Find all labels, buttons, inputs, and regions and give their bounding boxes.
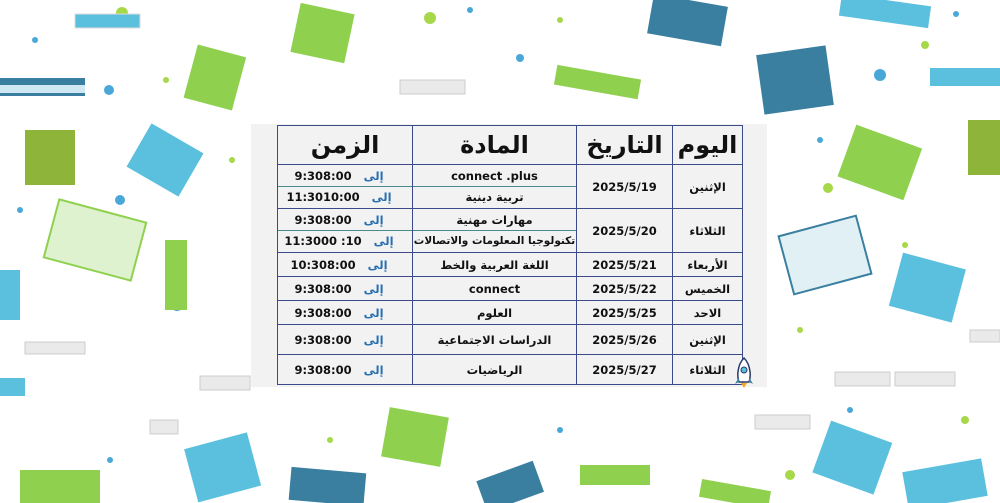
subject-cell xyxy=(413,209,577,253)
rocket-icon xyxy=(733,357,755,389)
time-range: 9:30 إلى8:00 xyxy=(294,305,384,320)
subject-name: تربية دينية xyxy=(413,186,576,207)
day-cell: الاحد xyxy=(673,301,743,325)
table-row xyxy=(278,355,743,385)
subject-cell xyxy=(413,165,577,209)
header-date: التاريخ xyxy=(577,126,673,165)
time-cell xyxy=(278,325,413,355)
subject-cell: الدراسات الاجتماعية xyxy=(413,325,577,355)
subject-cell: العلوم xyxy=(413,301,577,325)
table-row xyxy=(278,301,743,325)
date-cell: 2025/5/20 xyxy=(577,209,673,253)
day-cell: الإثنين xyxy=(673,165,743,209)
date-cell: 2025/5/26 xyxy=(577,325,673,355)
day-cell: الثلاثاء xyxy=(673,355,743,385)
time-cell xyxy=(278,209,413,253)
table-row xyxy=(278,165,743,209)
time-range: 11:30 إلى10:00 xyxy=(278,186,412,207)
table-row xyxy=(278,325,743,355)
day-cell: الثلاثاء xyxy=(673,209,743,253)
subject-cell: الرياضيات xyxy=(413,355,577,385)
time-cell xyxy=(278,253,413,277)
date-cell: 2025/5/21 xyxy=(577,253,673,277)
time-range: 9:30 إلى8:00 xyxy=(294,332,384,347)
date-cell: 2025/5/25 xyxy=(577,301,673,325)
subject-cell: اللغة العربية والخط xyxy=(413,253,577,277)
subject-name: مهارات مهنية xyxy=(456,213,533,227)
date-cell: 2025/5/27 xyxy=(577,355,673,385)
time-cell xyxy=(278,165,413,209)
time-cell xyxy=(278,355,413,385)
time-range: 9:30 إلى8:00 xyxy=(294,362,384,377)
header-day: اليوم xyxy=(673,126,743,165)
header-row xyxy=(278,126,743,165)
table-row xyxy=(278,209,743,253)
time-cell xyxy=(278,301,413,325)
date-cell: 2025/5/22 xyxy=(577,277,673,301)
header-time: الزمن xyxy=(278,126,413,165)
header-subject: المادة xyxy=(413,126,577,165)
day-cell: الأربعاء xyxy=(673,253,743,277)
time-range: 9:30 إلى8:00 xyxy=(294,281,384,296)
subject-name: connect .plus xyxy=(451,169,538,183)
time-range: 11:30 إلى10: 00 xyxy=(278,230,412,251)
date-cell: 2025/5/19 xyxy=(577,165,673,209)
day-cell: الخميس xyxy=(673,277,743,301)
subject-name: تكنولوجيا المعلومات والاتصالات xyxy=(413,230,576,251)
exam-schedule-table xyxy=(277,125,743,385)
table-row xyxy=(278,277,743,301)
time-range: 9:30 إلى8:00 xyxy=(294,169,384,183)
time-range: 10:30 إلى8:00 xyxy=(290,257,388,272)
day-cell: الإثنين xyxy=(673,325,743,355)
time-cell xyxy=(278,277,413,301)
table-row xyxy=(278,253,743,277)
subject-cell: connect xyxy=(413,277,577,301)
time-range: 9:30 إلى8:00 xyxy=(294,213,384,227)
